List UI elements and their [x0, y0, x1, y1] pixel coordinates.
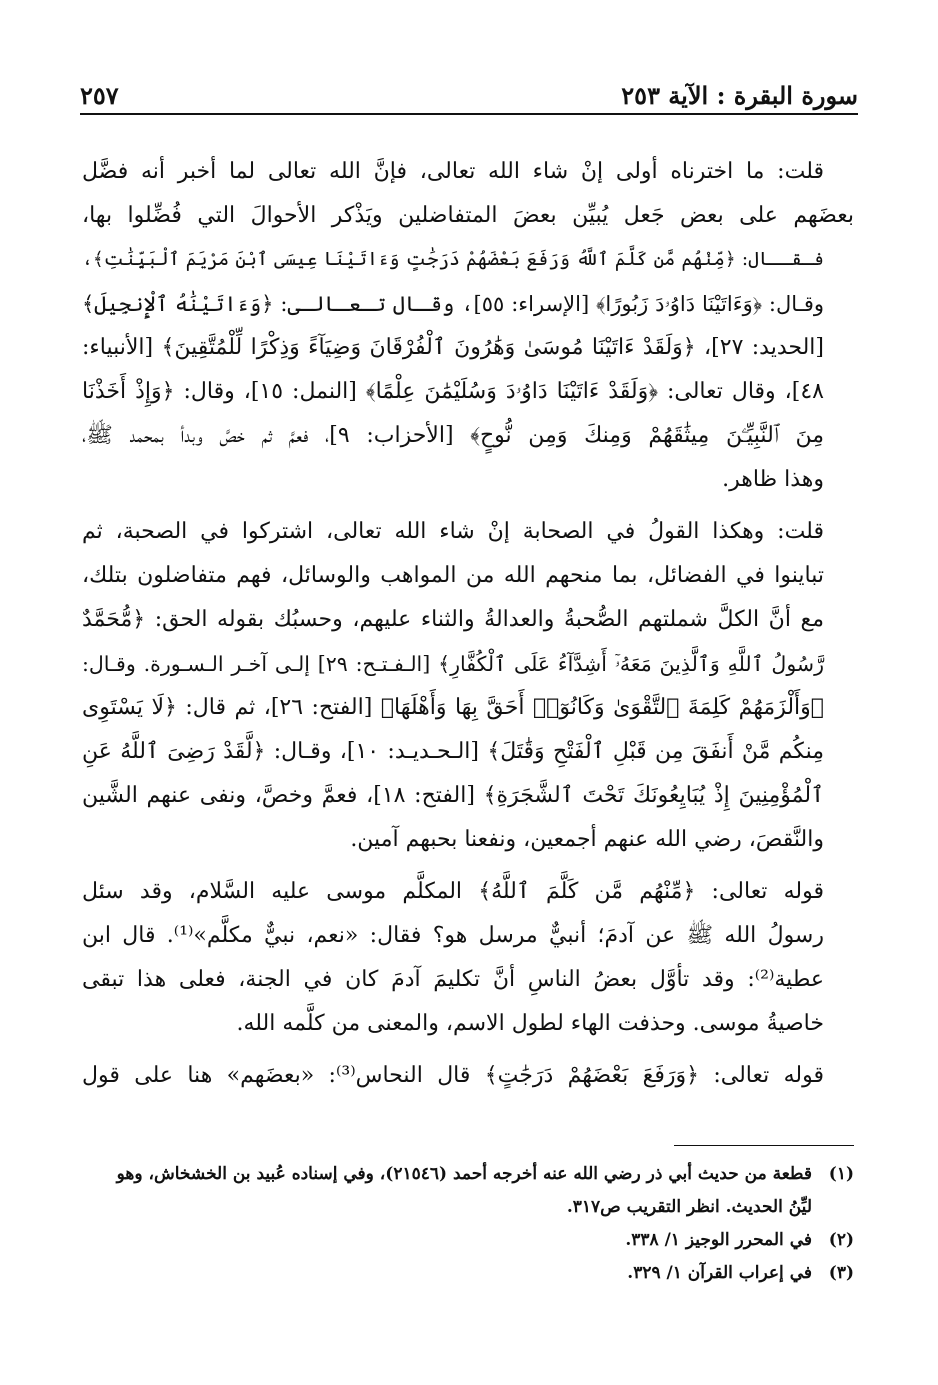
header-rule: [80, 113, 858, 115]
text-line: مِنكُم مَّنْ أَنفَقَ مِن قَبْلِ ٱلْفَتْحِ وَقَٰتَلَ﴾ [الـحـديـد: ١٠]، وقـال: ﴿لَّقَدْ رَضِىَ ٱللَّهُ عَنِ: [82, 739, 824, 764]
footnote-2: [82, 1224, 854, 1257]
text-line: عطية⁽²⁾: وقد تأوَّل بعضُ الناسِ أنَّ تكليمَ آدمَ كان في الجنة، فعلى هذا تبقى: [82, 967, 824, 992]
footnote-number: (٣): [828, 1263, 854, 1283]
footnote-number: (١): [828, 1164, 854, 1184]
footnote-text: في إعراب القرآن ١/ ٣٢٩.: [627, 1263, 812, 1283]
paragraph-2: [82, 510, 854, 862]
text-line: [الحديد: ٢٧]، ﴿وَلَقَدْ ءَاتَيْنَا مُوسَىٰ وَهَٰرُونَ ٱلْفُرْقَانَ وَضِيَآءً وَذِكْرًا لِّلْمُتَّقِينَ﴾ [الأنبياء:: [82, 335, 824, 360]
main-text: [82, 150, 854, 1106]
text-line: ﴿وَأَلْزَمَهُمْ كَلِمَةَ ٱلتَّقْوَىٰ وَكَانُوٓا۟ أَحَقَّ بِهَا وَأَهْلَهَا﴾ [الفتح: ٢٦]، ثم قال: ﴿لَا يَسْتَوِى: [82, 695, 824, 720]
text-line: تباينوا في الفضائل، بما منحهم الله من المواهب والوسائل، فهم متفاضلون بتلك،: [82, 563, 824, 588]
text-line: والنَّقصَ، رضي الله عنهم أجمعين، ونفعنا بحبهم آمين.: [350, 827, 824, 852]
text-line: قوله تعالى: ﴿وَرَفَعَ بَعْضَهُمْ دَرَجَٰتٍ﴾ قال النحاس⁽³⁾: «بعضَهم» هنا على قول: [82, 1063, 824, 1088]
text-line: خاصيةُ موسى. وحذفت الهاء لطول الاسم، والمعنى من كلَّمه الله.: [236, 1011, 824, 1036]
page-number: ٢٥٧: [80, 81, 119, 110]
text-line: ٤٨]، وقال تعالى: ﴿وَلَقَدْ ءَاتَيْنَا دَاوُۥدَ وَسُلَيْمَٰنَ عِلْمًا﴾ [النمل: ١٥]، وقال: ﴿وَإِذْ أَخَذْنَا: [82, 379, 824, 404]
text-line: قلت: وهكذا القولُ في الصحابة إنْ شاء الله تعالى، اشتركوا في الصحبة، ثم: [82, 519, 824, 544]
footnote-3: [82, 1257, 854, 1290]
text-line: قوله تعالى: ﴿مِّنْهُم مَّن كَلَّمَ ٱللَّهُ﴾ المكلَّم موسى عليه السَّلام، وقد سئل: [82, 879, 824, 904]
text-line: رسولُ الله ﷺ عن آدمَ؛ أنبيٌّ مرسل هو؟ فقال: «نعم، نبيٌّ مكلَّم»⁽¹⁾. قال ابن: [82, 923, 824, 948]
text-line: رَّسُولُ ٱللَّهِ وَٱلَّذِينَ مَعَهُۥٓ أَشِدَّآءُ عَلَى ٱلْكُفَّارِ﴾ [الـفـتـح: ٢٩] إلـى آخـر الـسـورة. وقـال:: [82, 652, 824, 676]
footnote-number: (٢): [828, 1230, 854, 1250]
text-line: مع أنَّ الكلَّ شملتهم الصُّحبةُ والعدالةُ والثناء عليهم، وحسبُك بقوله الحق: ﴿مُّحَمَّدٌ: [82, 607, 824, 632]
paragraph-4: [82, 1054, 854, 1098]
paragraph-1: [82, 150, 854, 502]
footnote-1: [82, 1158, 854, 1224]
footnote-text: [82, 1158, 812, 1224]
running-title: سورة البقرة : الآية ٢٥٣: [621, 81, 858, 110]
paragraph-3: [82, 870, 854, 1046]
text-line: ٱلْمُؤْمِنِينَ إِذْ يُبَايِعُونَكَ تَحْتَ ٱلشَّجَرَةِ﴾ [الفتح: ١٨]، فعمَّ وخصَّ، ونفى عنهم الشَّين: [82, 783, 824, 808]
footnote-line: ليِّنُ الحديث. انظر التقريب ص٣١٧.: [566, 1197, 812, 1217]
footnotes: [82, 1158, 854, 1290]
text-line: مِنَ ٱلنَّبِيِّـۧنَ مِيثَٰقَهُمْ وَمِنكَ وَمِن نُّوحٍ﴾ [الأحزاب: ٩]، فعمَّ ثم خصَّ وبدأ بمحمد ﷺ،: [82, 423, 825, 448]
text-line: وهذا ظاهر.: [722, 467, 824, 492]
text-line: فـقــال: ﴿مِّنْهُم مَّن كَلَّمَ ٱللَّهُ وَرَفَعَ بَعْضَهُمْ دَرَجَٰتٍ وَءَاتَيْنَا عِيسَى ٱبْنَ مَرْيَمَ ٱلْبَيِّنَٰتِ﴾،: [82, 249, 824, 270]
text-line: قلت: ما اخترناه أولى إنْ شاء الله تعالى، فإنَّ الله تعالى لما أخبر أنه فضَّل: [82, 159, 824, 184]
footnote-line: قطعة من حديث أبي ذر رضي الله عنه أخرجه أحمد (٢١٥٤٦)، وفي إسناده عُبيد بن الخشخاش، وهو: [116, 1164, 812, 1184]
text-line: بعضَهم على بعض جَعل يُبيِّن بعضَ المتفاضلين ويَذْكر الأحوالَ التي فُضِّلوا بها،: [82, 203, 854, 228]
footnote-rule: [674, 1145, 854, 1146]
text-line: وقـال: ﴿وَءَاتَيْنَا دَاوُۥدَ زَبُورًا﴾ [الإسراء: ٥٥]، وقـال تـعـالـى: ﴿وَءَاتَيْنَٰهُ ٱلْإِنجِيلَ﴾: [82, 292, 824, 316]
page-header: [80, 70, 858, 110]
footnote-text: في المحرر الوجيز ١/ ٣٣٨.: [625, 1230, 812, 1250]
